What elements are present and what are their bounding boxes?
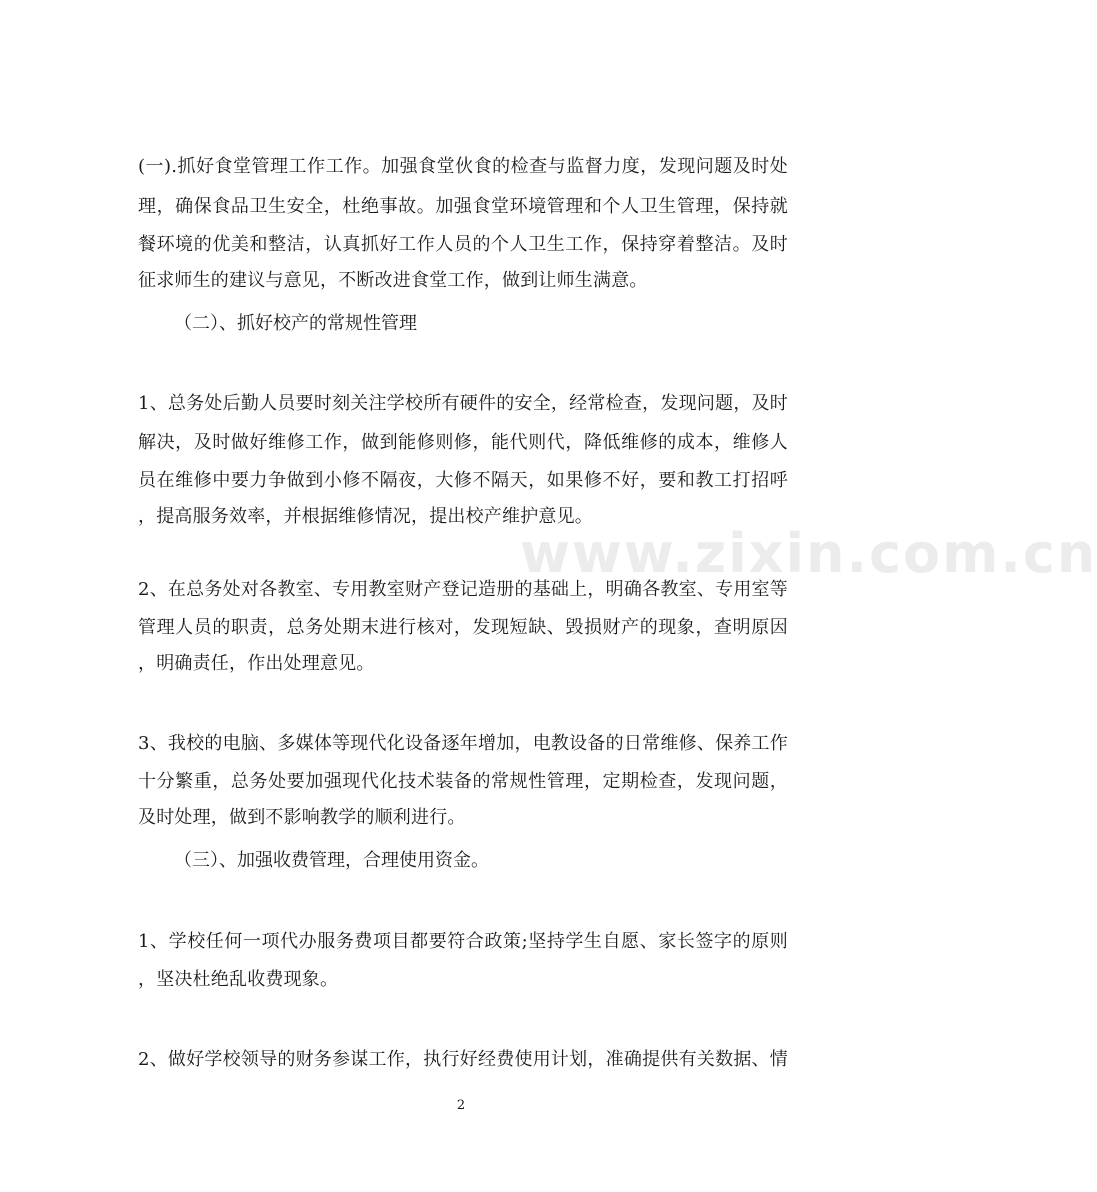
section-heading-asset-management: （二）、抓好校产的常规性管理 [174, 313, 417, 334]
section-heading-fee-management: （三）、加强收费管理，合理使用资金。 [174, 850, 489, 871]
text-line: 1、总务处后勤人员要时刻关注学校所有硬件的安全，经常检查，发现问题，及时 [138, 393, 788, 414]
text-line: ，明确责任，作出处理意见。 [138, 653, 375, 674]
text-line: 员在维修中要力争做到小修不隔夜，大修不隔天，如果修不好，要和教工打招呼 [138, 470, 788, 491]
text-line: 征求师生的建议与意见，不断改进食堂工作，做到让师生满意。 [138, 270, 648, 291]
text-line: ，坚决杜绝乱收费现象。 [138, 969, 339, 990]
text-line: 餐环境的优美和整洁，认真抓好工作人员的个人卫生工作，保持穿着整洁。及时 [138, 234, 788, 255]
text-line: (一).抓好食堂管理工作工作。加强食堂伙食的检查与监督力度，发现问题及时处 [138, 156, 788, 177]
text-line: 解决，及时做好维修工作，做到能修则修，能代则代，降低维修的成本，维修人 [138, 432, 788, 453]
text-line: 理，确保食品卫生安全，杜绝事故。加强食堂环境管理和个人卫生管理，保持就 [138, 196, 788, 217]
text-line: ，提高服务效率，并根据维修情况，提出校产维护意见。 [138, 506, 593, 527]
text-line: 管理人员的职责，总务处期末进行核对，发现短缺、毁损财产的现象，查明原因 [138, 617, 788, 638]
text-line: 1、学校任何一项代办服务费项目都要符合政策;坚持学生自愿、家长签字的原则 [138, 931, 788, 952]
text-line: 十分繁重，总务处要加强现代化技术装备的常规性管理，定期检查，发现问题， [138, 771, 788, 792]
page-number: 2 [456, 1098, 466, 1113]
text-line: 3、我校的电脑、多媒体等现代化设备逐年增加，电教设备的日常维修、保养工作 [138, 733, 788, 754]
text-line: 及时处理，做到不影响教学的顺利进行。 [138, 807, 466, 828]
watermark: www.zixin.com.cn [520, 522, 1097, 585]
text-line: 2、做好学校领导的财务参谋工作，执行好经费使用计划，准确提供有关数据、情 [138, 1049, 788, 1070]
text-line: 2、在总务处对各教室、专用教室财产登记造册的基础上，明确各教室、专用室等 [138, 579, 788, 600]
